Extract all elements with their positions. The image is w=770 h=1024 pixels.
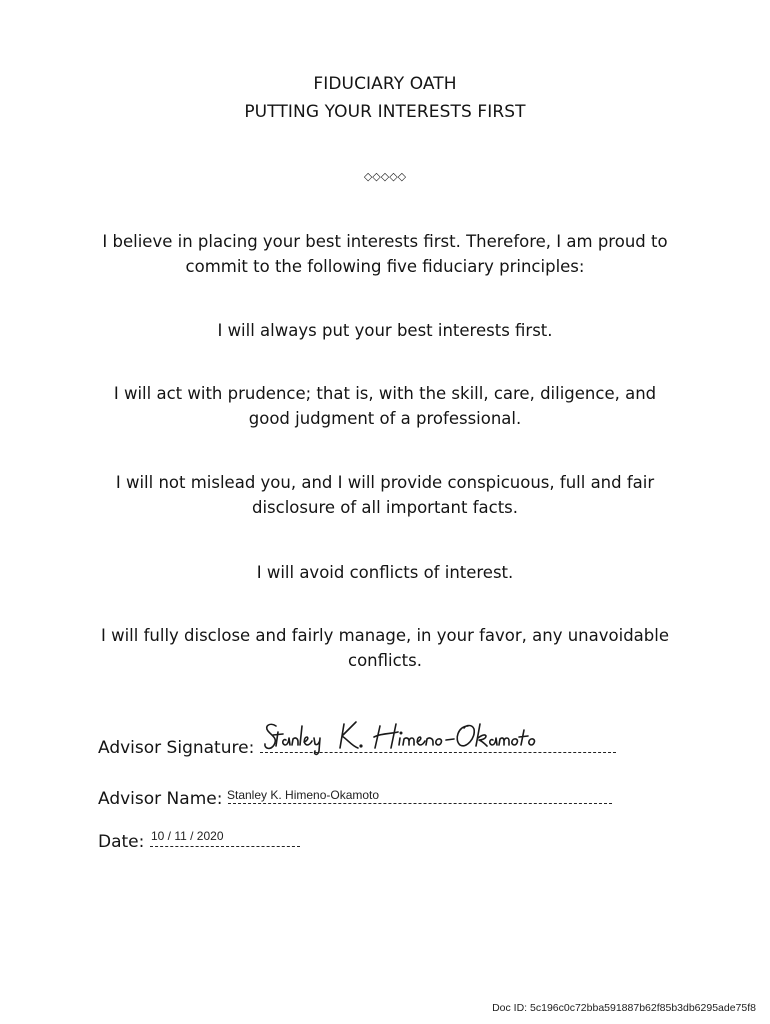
advisor-name-value: Stanley K. Himeno-Okamoto xyxy=(227,788,380,802)
signature-label: Advisor Signature: xyxy=(98,738,255,758)
principle-1: I will always put your best interests first. xyxy=(217,321,553,340)
date-label: Date: xyxy=(98,832,145,852)
date-value: 10 / 11 / 2020 xyxy=(151,829,224,843)
date-field xyxy=(98,832,300,852)
principle-2: I will act with prudence; that is, with the skill, care, diligence, and good judgment of a professional. xyxy=(113,384,657,428)
intro-paragraph: I believe in placing your best interests first. Therefore, I am proud to commit to the following five fiduciary principles: xyxy=(102,232,668,276)
principle-4: I will avoid conflicts of interest. xyxy=(256,563,514,582)
principle-3: I will not mislead you, and I will provide conspicuous, full and fair disclosure of all important facts. xyxy=(115,473,655,517)
signature-line xyxy=(260,752,616,753)
name-field xyxy=(98,789,612,809)
document-subtitle: PUTTING YOUR INTERESTS FIRST xyxy=(244,102,526,122)
document-title: FIDUCIARY OATH xyxy=(313,74,457,94)
diamond-ornament-icon: ◇◇◇◇◇ xyxy=(363,170,407,183)
name-label: Advisor Name: xyxy=(98,789,223,809)
date-line xyxy=(150,846,300,847)
signature-field xyxy=(98,738,616,758)
document-id: Doc ID: 5c196c0c72bba591887b62f85b3db6295ade75f8 xyxy=(492,1002,756,1014)
principle-5: I will fully disclose and fairly manage, in your favor, any unavoidable conflicts. xyxy=(100,626,669,670)
name-line xyxy=(228,803,612,804)
